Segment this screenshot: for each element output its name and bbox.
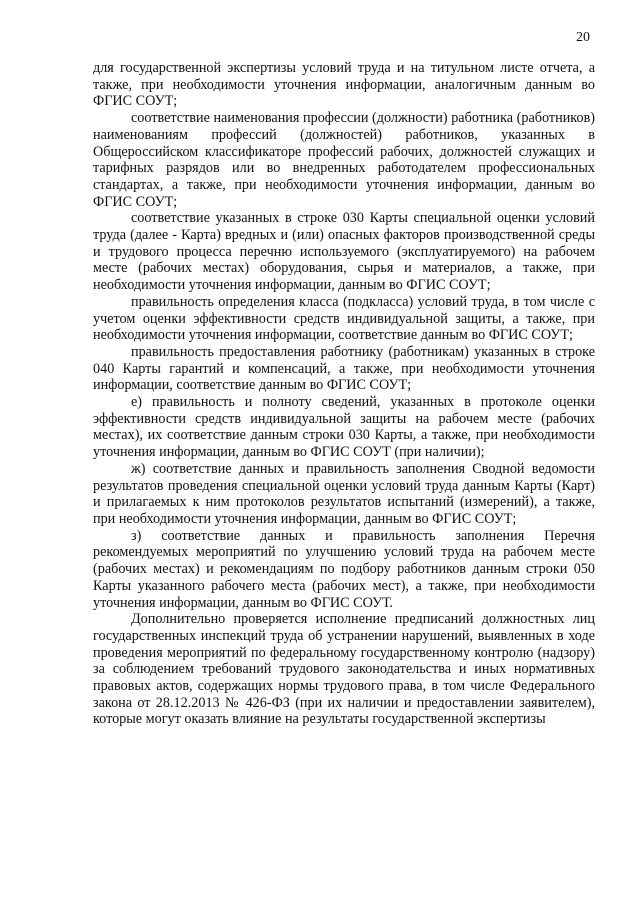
paragraph-item-zh: ж) соответствие данных и правильность заполнения Сводной ведомости результатов проведения специальной оценки условий труда данным Карты (Карт) и прилагаемых к ним протоколов результатов испытаний (измерений), а также, при необходимости уточнения информации, данным во ФГИС СОУТ; — [93, 460, 595, 527]
document-body — [93, 60, 595, 728]
paragraph-guarantees: правильность предоставления работнику (работникам) указанных в строке 040 Карты гарантий и компенсаций, а также, при необходимости уточнения информации, соответствие данным во ФГИС СОУТ; — [93, 343, 595, 394]
paragraph-factors-match: соответствие указанных в строке 030 Карты специальной оценки условий труда (далее - Карта) вредных и (или) опасных факторов производственной среды и трудового процесса перечню используемого (эксплуатируемого) на рабочем месте (рабочих местах) оборудования, сырья и материалов, а также, при необходимости уточнения информации, данным во ФГИС СОУТ; — [93, 210, 595, 294]
paragraph-item-e: е) правильность и полноту сведений, указанных в протоколе оценки эффективности средств индивидуальной защиты на рабочем месте (рабочих местах), их соответствие данным строки 030 Карты, а также, при необходимости уточнения информации, данным во ФГИС СОУТ (при наличии); — [93, 394, 595, 461]
paragraph-additional-check: Дополнительно проверяется исполнение предписаний должностных лиц государственных инспекций труда об устранении нарушений, выявленных в ходе проведения мероприятий по федеральному государственному контролю (надзору) за соблюдением требований трудового законодательства и иных нормативных правовых актов, содержащих нормы трудового права, в том числе Федерального закона от 28.12.2013 № 426-ФЗ (при их наличии и предоставлении заявителем), которые могут оказать влияние на результаты государственной экспертизы — [93, 611, 595, 728]
paragraph-item-z: з) соответствие данных и правильность заполнения Перечня рекомендуемых мероприятий по улучшению условий труда на рабочем месте (рабочих местах) и рекомендациям по подбору работников данным строки 050 Карты указанного рабочего места (рабочих мест), а также, при необходимости уточнения информации, данным во ФГИС СОУТ. — [93, 527, 595, 611]
paragraph-class-definition: правильность определения класса (подкласса) условий труда, в том числе с учетом оценки эффективности средств индивидуальной защиты, а также, при необходимости уточнения информации, соответствие данным во ФГИС СОУТ; — [93, 293, 595, 344]
page-number: 20 — [576, 30, 590, 45]
paragraph-profession-match: соответствие наименования профессии (должности) работника (работников) наименованиям профессий (должностей) работников, указанных в Общероссийском классификаторе профессий рабочих, должностей служащих и тарифных разрядов или во внедренных работодателем профессиональных стандартах, а также, при необходимости уточнения информации, данным во ФГИС СОУТ; — [93, 110, 595, 210]
paragraph-continuation: для государственной экспертизы условий труда и на титульном листе отчета, а также, при необходимости уточнения информации, аналогичным данным во ФГИС СОУТ; — [93, 60, 595, 110]
